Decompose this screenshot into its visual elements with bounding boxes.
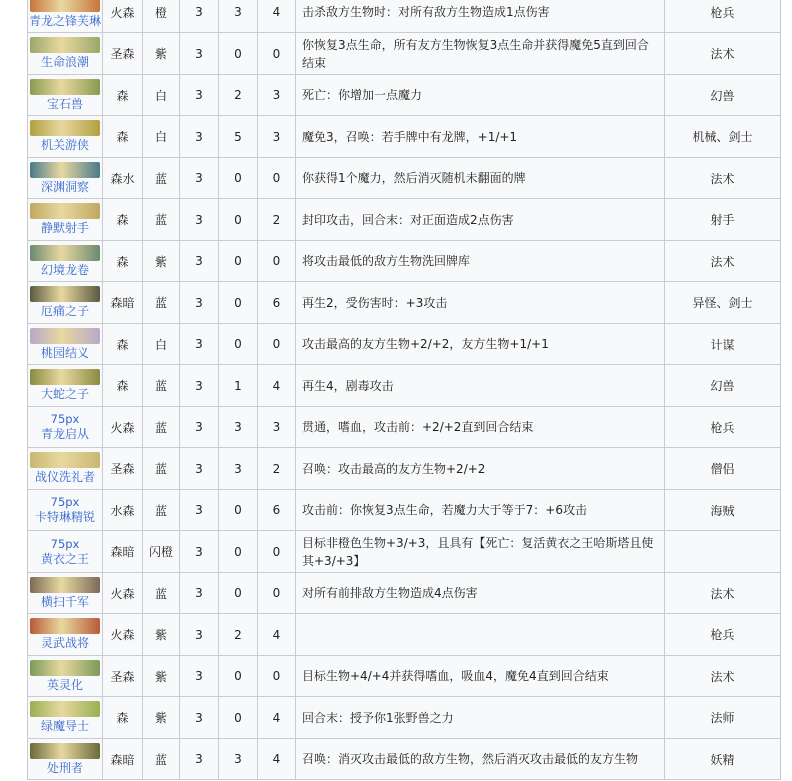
card-name-link[interactable]: 横扫千军: [40, 594, 89, 609]
table-row: [28, 448, 781, 490]
card-name-link[interactable]: 绿魔导士: [40, 719, 89, 733]
table-row: [28, 116, 781, 158]
card-name-link[interactable]: 桃园结义: [40, 345, 89, 360]
cost-cell: 3: [180, 739, 219, 780]
card-thumbnail-image[interactable]: [30, 37, 100, 53]
effect-cell: 目标非橙色生物+3/+3，且具有【死亡：复活黄衣之王哈斯塔且使其+3/+3】: [296, 531, 665, 573]
attribute-cell: 森水: [103, 158, 143, 199]
attribute-cell: 森: [103, 116, 143, 158]
attribute-cell: 火森: [103, 0, 143, 33]
table-row: [28, 75, 781, 116]
attribute-cell: 森暗: [103, 739, 143, 780]
effect-cell: 目标生物+4/+4并获得嗜血，吸血4，魔免4直到回合结束: [296, 656, 665, 697]
card-type-cell: 法术: [665, 573, 781, 614]
card-name-link[interactable]: 黄衣之王: [40, 551, 89, 566]
card-name-link[interactable]: 灵武战将: [40, 636, 89, 650]
card-type-cell: 枪兵: [665, 407, 781, 448]
table-row: [28, 33, 781, 75]
attack-cell: 0: [219, 282, 258, 324]
rarity-color-cell: 蓝: [143, 365, 180, 407]
effect-cell: 攻击前：你恢复3点生命，若魔力大于等于7：+6攻击: [296, 490, 665, 531]
attack-cell: 0: [219, 573, 258, 614]
rarity-color-cell: 蓝: [143, 573, 180, 614]
card-thumbnail-image[interactable]: [30, 452, 100, 468]
card-type-cell: 机械、剑士: [665, 116, 781, 158]
card-type-cell: 法术: [665, 656, 781, 697]
attribute-cell: 森: [103, 199, 143, 241]
cost-cell: 3: [180, 241, 219, 282]
card-name-cell: [28, 490, 103, 531]
card-name-cell: [28, 448, 103, 490]
attribute-cell: 森: [103, 697, 143, 739]
card-type-cell: 海贼: [665, 490, 781, 531]
card-type-cell: 射手: [665, 199, 781, 241]
attack-cell: 1: [219, 365, 258, 407]
cost-cell: 3: [180, 75, 219, 116]
cost-cell: 3: [180, 407, 219, 448]
effect-cell: 你恢复3点生命，所有友方生物恢复3点生命并获得魔免5直到回合结束: [296, 33, 665, 75]
card-name-link[interactable]: 青龙之锋芙琳: [28, 13, 101, 28]
card-type-cell: 法术: [665, 241, 781, 282]
rarity-color-cell: 蓝: [143, 490, 180, 531]
card-thumbnail-image[interactable]: [30, 743, 100, 759]
health-cell: 4: [258, 614, 296, 656]
attack-cell: 0: [219, 490, 258, 531]
health-cell: 2: [258, 448, 296, 490]
card-type-cell: 法术: [665, 158, 781, 199]
attribute-cell: 火森: [103, 573, 143, 614]
card-name-cell: [28, 656, 103, 697]
card-type-cell: 法术: [665, 33, 781, 75]
attack-cell: 0: [219, 531, 258, 573]
card-name-link[interactable]: 静默射手: [40, 221, 89, 235]
table-row: [28, 739, 781, 780]
attribute-cell: 森: [103, 365, 143, 407]
attack-cell: 0: [219, 199, 258, 241]
card-thumbnail-image[interactable]: [30, 79, 100, 95]
card-name-cell: [28, 33, 103, 75]
card-thumbnail-image[interactable]: [30, 162, 100, 178]
card-type-cell: 幻兽: [665, 365, 781, 407]
rarity-color-cell: 白: [143, 116, 180, 158]
card-thumbnail-image[interactable]: [30, 0, 100, 12]
rarity-color-cell: 蓝: [143, 407, 180, 448]
attribute-cell: 森: [103, 324, 143, 365]
health-cell: 0: [258, 324, 296, 365]
rarity-color-cell: 白: [143, 75, 180, 116]
rarity-color-cell: 紫: [143, 656, 180, 697]
card-name-cell: [28, 407, 103, 448]
health-cell: 0: [258, 241, 296, 282]
card-name-cell: [28, 531, 103, 573]
attack-cell: 3: [219, 0, 258, 33]
table-row: [28, 573, 781, 614]
card-image-broken[interactable]: 75px: [50, 536, 80, 551]
health-cell: 0: [258, 656, 296, 697]
card-name-link[interactable]: 机关游侠: [40, 138, 89, 152]
card-type-cell: [665, 531, 781, 573]
cost-cell: 3: [180, 282, 219, 324]
card-name-cell: [28, 116, 103, 158]
health-cell: 4: [258, 0, 296, 33]
attribute-cell: 森: [103, 241, 143, 282]
card-image-broken[interactable]: 75px: [50, 412, 80, 426]
card-thumbnail-image[interactable]: [30, 286, 100, 302]
rarity-color-cell: 紫: [143, 241, 180, 282]
rarity-color-cell: 白: [143, 324, 180, 365]
card-name-cell: [28, 241, 103, 282]
card-name-link[interactable]: 卡特琳精锐: [34, 510, 95, 524]
card-name-cell: [28, 739, 103, 780]
health-cell: 3: [258, 75, 296, 116]
card-thumbnail-image[interactable]: [30, 328, 100, 344]
health-cell: 0: [258, 531, 296, 573]
effect-cell: 回合末：授予你1张野兽之力: [296, 697, 665, 739]
attack-cell: 5: [219, 116, 258, 158]
table-row: [28, 0, 781, 33]
table-row: [28, 199, 781, 241]
cost-cell: 3: [180, 0, 219, 33]
effect-cell: 封印攻击，回合末：对正面造成2点伤害: [296, 199, 665, 241]
attack-cell: 0: [219, 158, 258, 199]
attack-cell: 3: [219, 448, 258, 490]
health-cell: 2: [258, 199, 296, 241]
attribute-cell: 圣森: [103, 448, 143, 490]
health-cell: 0: [258, 158, 296, 199]
attack-cell: 0: [219, 324, 258, 365]
card-name-link[interactable]: 幻境龙卷: [40, 262, 89, 277]
attribute-cell: 森暗: [103, 282, 143, 324]
health-cell: 4: [258, 739, 296, 780]
table-row: [28, 365, 781, 407]
card-type-cell: 幻兽: [665, 75, 781, 116]
health-cell: 6: [258, 490, 296, 531]
effect-cell: 魔免3，召唤：若手牌中有龙牌，+1/+1: [296, 116, 665, 158]
card-thumbnail-image[interactable]: [30, 203, 100, 219]
rarity-color-cell: 紫: [143, 33, 180, 75]
card-name-cell: [28, 199, 103, 241]
health-cell: 0: [258, 33, 296, 75]
table-row: [28, 158, 781, 199]
cost-cell: 3: [180, 158, 219, 199]
rarity-color-cell: 蓝: [143, 739, 180, 780]
attack-cell: 3: [219, 739, 258, 780]
card-table: [27, 0, 781, 780]
cost-cell: 3: [180, 365, 219, 407]
health-cell: 6: [258, 282, 296, 324]
card-type-cell: 僧侣: [665, 448, 781, 490]
card-type-cell: 计谋: [665, 324, 781, 365]
cost-cell: 3: [180, 697, 219, 739]
card-name-link[interactable]: 处刑者: [46, 760, 83, 775]
table-row: [28, 282, 781, 324]
rarity-color-cell: 蓝: [143, 448, 180, 490]
card-thumbnail-image[interactable]: [30, 660, 100, 676]
cost-cell: 3: [180, 199, 219, 241]
table-row: [28, 324, 781, 365]
card-name-link[interactable]: 厄痛之子: [40, 304, 89, 318]
table-row: [28, 697, 781, 739]
card-name-cell: [28, 697, 103, 739]
cost-cell: 3: [180, 490, 219, 531]
card-name-link[interactable]: 生命浪潮: [40, 55, 89, 69]
effect-cell: 贯通，嗜血，攻击前：+2/+2直到回合结束: [296, 407, 665, 448]
card-type-cell: 法师: [665, 697, 781, 739]
effect-cell: 将攻击最低的敌方生物洗回牌库: [296, 241, 665, 282]
effect-cell: 再生4，剧毒攻击: [296, 365, 665, 407]
attack-cell: 2: [219, 614, 258, 656]
card-name-link[interactable]: 宝石兽: [46, 96, 83, 111]
card-name-cell: [28, 0, 103, 33]
cost-cell: 3: [180, 116, 219, 158]
card-thumbnail-image[interactable]: [30, 120, 100, 136]
attribute-cell: 森: [103, 75, 143, 116]
card-name-cell: [28, 614, 103, 656]
effect-cell: 攻击最高的友方生物+2/+2，友方生物+1/+1: [296, 324, 665, 365]
rarity-color-cell: 蓝: [143, 199, 180, 241]
attribute-cell: 圣森: [103, 33, 143, 75]
effect-cell: 击杀敌方生物时：对所有敌方生物造成1点伤害: [296, 0, 665, 33]
table-row: [28, 407, 781, 448]
table-row: [28, 531, 781, 573]
card-type-cell: 异怪、剑士: [665, 282, 781, 324]
attribute-cell: 圣森: [103, 656, 143, 697]
effect-cell: [296, 614, 665, 656]
card-type-cell: 妖精: [665, 739, 781, 780]
card-name-link[interactable]: 战仪洗礼者: [34, 470, 95, 484]
rarity-color-cell: 蓝: [143, 158, 180, 199]
attribute-cell: 火森: [103, 407, 143, 448]
cost-cell: 3: [180, 573, 219, 614]
attribute-cell: 水森: [103, 490, 143, 531]
health-cell: 3: [258, 407, 296, 448]
cost-cell: 3: [180, 324, 219, 365]
effect-cell: 召唤：攻击最高的友方生物+2/+2: [296, 448, 665, 490]
card-name-cell: [28, 75, 103, 116]
rarity-color-cell: 蓝: [143, 282, 180, 324]
table-row: [28, 241, 781, 282]
effect-cell: 死亡：你增加一点魔力: [296, 75, 665, 116]
card-thumbnail-image[interactable]: [30, 369, 100, 385]
cost-cell: 3: [180, 33, 219, 75]
table-row: [28, 656, 781, 697]
attribute-cell: 火森: [103, 614, 143, 656]
card-thumbnail-image[interactable]: [30, 245, 100, 261]
health-cell: 3: [258, 116, 296, 158]
cost-cell: 3: [180, 531, 219, 573]
attack-cell: 0: [219, 656, 258, 697]
card-name-link[interactable]: 青龙启从: [40, 427, 89, 441]
attack-cell: 0: [219, 33, 258, 75]
rarity-color-cell: 橙: [143, 0, 180, 33]
rarity-color-cell: 紫: [143, 697, 180, 739]
card-name-link[interactable]: 英灵化: [46, 677, 83, 692]
card-table-body: [28, 0, 781, 780]
attack-cell: 3: [219, 407, 258, 448]
cost-cell: 3: [180, 448, 219, 490]
rarity-color-cell: 闪橙: [143, 531, 180, 573]
effect-cell: 对所有前排敌方生物造成4点伤害: [296, 573, 665, 614]
card-name-link[interactable]: 深渊洞察: [40, 179, 89, 194]
card-name-link[interactable]: 大蛇之子: [40, 387, 89, 401]
attack-cell: 0: [219, 697, 258, 739]
rarity-color-cell: 紫: [143, 614, 180, 656]
health-cell: 0: [258, 573, 296, 614]
card-thumbnail-image[interactable]: [30, 577, 100, 593]
attack-cell: 0: [219, 241, 258, 282]
card-thumbnail-image[interactable]: [30, 618, 100, 634]
cost-cell: 3: [180, 656, 219, 697]
cost-cell: 3: [180, 614, 219, 656]
card-thumbnail-image[interactable]: [30, 701, 100, 717]
card-name-cell: [28, 365, 103, 407]
health-cell: 4: [258, 365, 296, 407]
attack-cell: 2: [219, 75, 258, 116]
effect-cell: 再生2，受伤害时：+3攻击: [296, 282, 665, 324]
card-name-cell: [28, 324, 103, 365]
attribute-cell: 森暗: [103, 531, 143, 573]
card-name-cell: [28, 573, 103, 614]
card-name-cell: [28, 158, 103, 199]
health-cell: 4: [258, 697, 296, 739]
card-type-cell: 枪兵: [665, 0, 781, 33]
card-image-broken[interactable]: 75px: [50, 495, 80, 509]
card-name-cell: [28, 282, 103, 324]
table-row: [28, 614, 781, 656]
card-type-cell: 枪兵: [665, 614, 781, 656]
table-row: [28, 490, 781, 531]
effect-cell: 召唤：消灭攻击最低的敌方生物，然后消灭攻击最低的友方生物: [296, 739, 665, 780]
effect-cell: 你获得1个魔力，然后消灭随机未翻面的牌: [296, 158, 665, 199]
